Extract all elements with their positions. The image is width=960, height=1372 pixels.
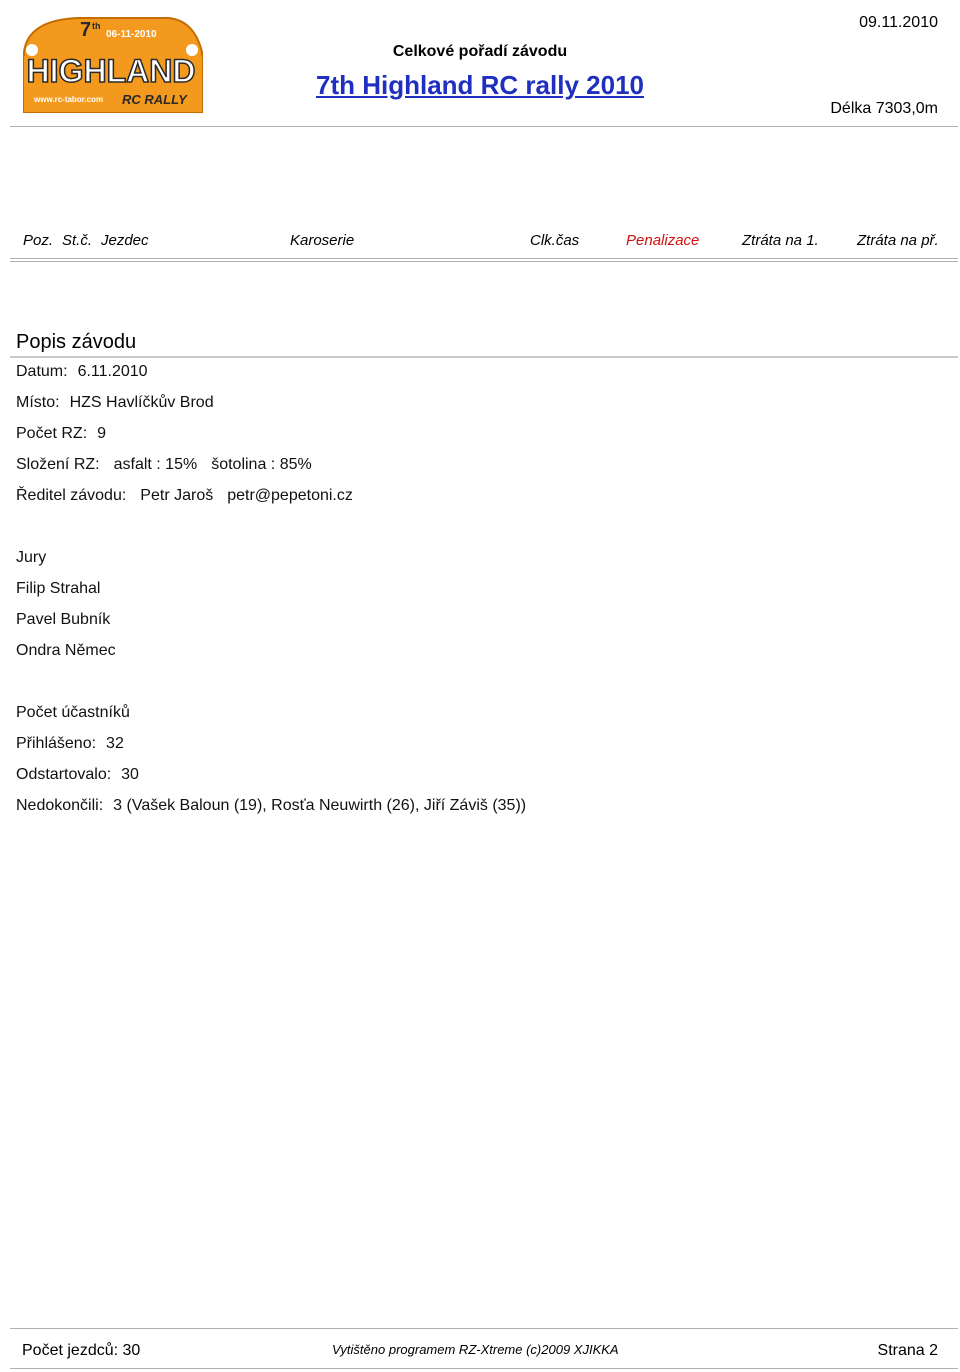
- footer-divider: [10, 1328, 958, 1329]
- track-length: Délka 7303,0m: [830, 100, 938, 117]
- jury-member: Ondra Němec: [16, 642, 116, 659]
- slozeni-label: Složení RZ:: [16, 456, 100, 473]
- pocet-rz-label: Počet RZ:: [16, 425, 88, 442]
- page-number: Strana 2: [877, 1342, 938, 1359]
- jury-member: Filip Strahal: [16, 580, 101, 597]
- reditel-email: petr@pepetoni.cz: [227, 487, 353, 504]
- report-title: 7th Highland RC rally 2010: [316, 70, 644, 100]
- odstartovalo-value: 30: [121, 766, 139, 783]
- nedokoncili-row: [16, 797, 526, 815]
- misto-label: Místo:: [16, 394, 60, 411]
- pocet-rz-value: 9: [97, 425, 107, 442]
- header-divider: [10, 126, 958, 127]
- logo-edition-suffix: th: [92, 21, 101, 31]
- participants-title: Počet účastníků: [16, 704, 130, 721]
- col-jezdec: Jezdec: [101, 232, 149, 249]
- slozeni-asfalt: asfalt : 15%: [113, 456, 198, 473]
- columns-divider: [10, 258, 958, 262]
- nedokoncili-label: Nedokončili:: [16, 797, 104, 814]
- logo-date: 06-11-2010: [106, 29, 157, 40]
- col-poz: Poz.: [23, 232, 54, 249]
- col-ztrata-1: Ztráta na 1.: [742, 232, 819, 249]
- logo-edition: 7: [80, 19, 92, 41]
- print-date: 09.11.2010: [859, 14, 938, 31]
- col-clk-cas: Clk.čas: [530, 232, 580, 249]
- odstartovalo-row: [16, 766, 139, 784]
- col-ztrata-pr: Ztráta na př.: [857, 232, 939, 249]
- prihlaseno-row: [16, 735, 124, 753]
- column-headers: [0, 232, 960, 252]
- col-stc: St.č.: [62, 232, 93, 249]
- prihlaseno-value: 32: [106, 735, 124, 752]
- section-divider: [10, 356, 958, 358]
- jury-member: Pavel Bubník: [16, 611, 111, 628]
- reditel-label: Ředitel závodu:: [16, 487, 127, 504]
- section-title: Popis závodu: [16, 331, 137, 353]
- odstartovalo-label: Odstartovalo:: [16, 766, 112, 783]
- slozeni-sotolina: šotolina : 85%: [211, 456, 312, 473]
- printed-by: Vytištěno programem RZ-Xtreme (c)2009 XJIKKA: [332, 1342, 619, 1357]
- misto-value: HZS Havlíčkův Brod: [69, 394, 214, 411]
- pocet-rz-row: [16, 425, 106, 443]
- slozeni-row: [16, 456, 312, 474]
- logo-text: HIGHLAND: [26, 53, 196, 89]
- jury-title: Jury: [16, 549, 47, 566]
- datum-label: Datum:: [16, 363, 68, 380]
- col-karoserie: Karoserie: [290, 232, 355, 249]
- nedokoncili-value: 3 (Vašek Baloun (19), Rosťa Neuwirth (26), Jiří Záviš (35)): [113, 797, 527, 814]
- prihlaseno-label: Přihlášeno:: [16, 735, 97, 752]
- footer-bottom-divider: [10, 1368, 958, 1369]
- reditel-name: Petr Jaroš: [140, 487, 214, 504]
- riders-count: Počet jezdců: 30: [22, 1342, 141, 1359]
- logo-sub: RC RALLY: [122, 92, 187, 107]
- datum-value: 6.11.2010: [77, 363, 148, 380]
- reditel-row: [16, 487, 353, 505]
- col-penalizace: Penalizace: [626, 232, 700, 249]
- logo-url: www.rc-tabor.com: [34, 95, 104, 104]
- datum-row: [16, 363, 148, 381]
- misto-row: [16, 394, 214, 412]
- report-subtitle: Celkové pořadí závodu: [392, 43, 568, 60]
